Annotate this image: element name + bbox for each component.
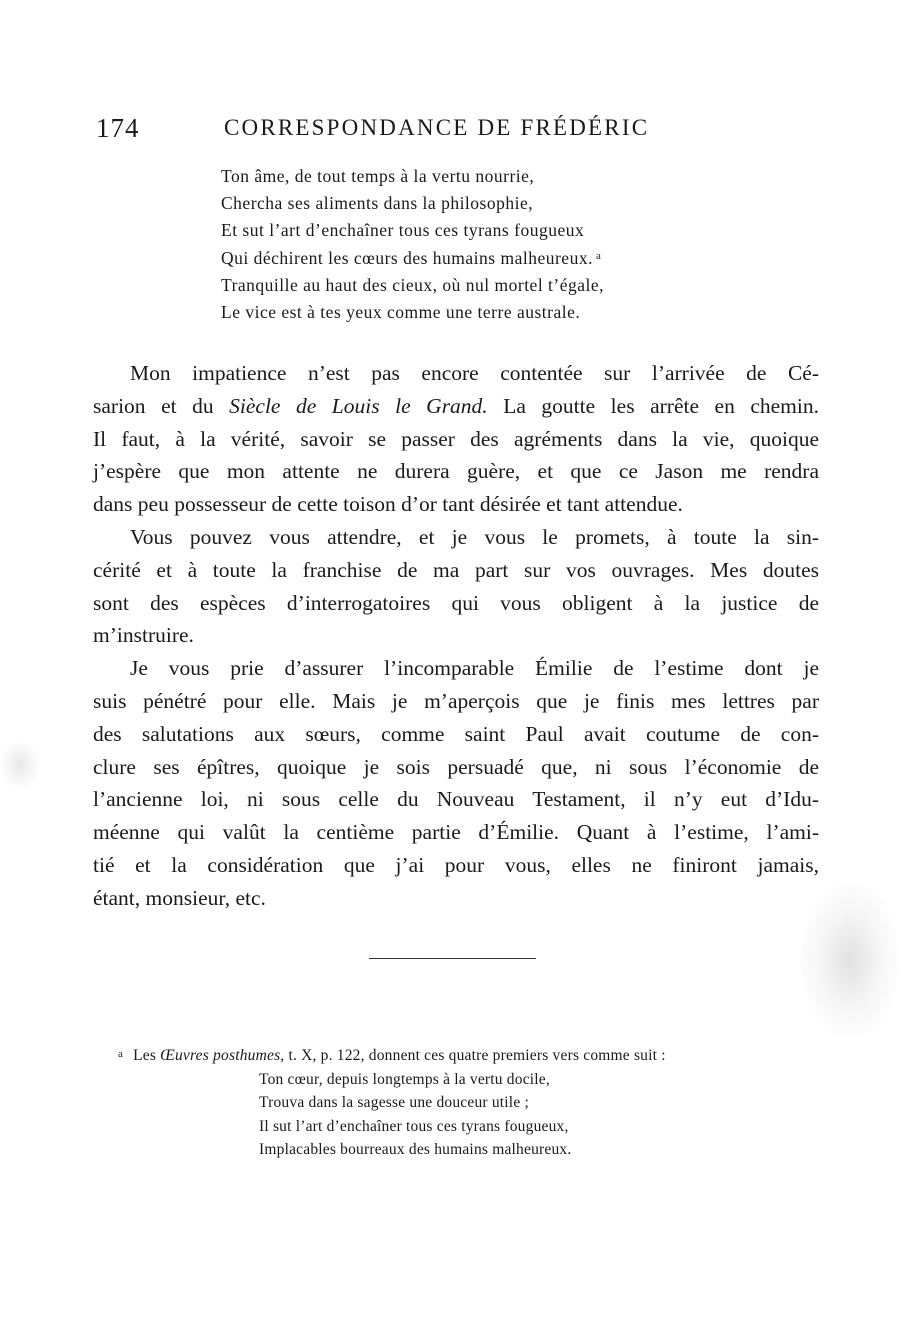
text-line: suis pénétré pour elle. Mais je m’aperçois que je finis mes lettres par bbox=[93, 688, 819, 713]
text-line: Il faut, à la vérité, savoir se passer des agréments dans la vie, quoique bbox=[93, 426, 819, 451]
footnote-book-title: Œuvres posthumes, bbox=[160, 1047, 285, 1064]
verse-line-text: Qui déchirent les cœurs des humains malheureux. bbox=[221, 248, 593, 269]
footnote-verse-line: Ton cœur, depuis longtemps à la vertu docile, bbox=[259, 1070, 550, 1088]
book-title: Siècle de Louis le Grand. bbox=[229, 393, 488, 418]
verse-line: Chercha ses aliments dans la philosophie, bbox=[221, 192, 534, 213]
text-line: sont des espèces d’interrogatoires qui vous obligent à la justice de bbox=[93, 590, 819, 615]
text-segment: sarion et du bbox=[93, 393, 230, 418]
footnote-verse-line: Trouva dans la sagesse une douceur utile ; bbox=[259, 1094, 529, 1111]
page-header bbox=[96, 113, 696, 147]
footnote-verse-line: Implacables bourreaux des humains malheureux. bbox=[259, 1141, 572, 1158]
text-line: l’ancienne loi, ni sous celle du Nouveau Testament, il n’y eut d’Idu- bbox=[93, 787, 819, 812]
text-line: méenne qui valût la centième partie d’Émilie. Quant à l’estime, l’ami- bbox=[93, 820, 819, 845]
section-divider bbox=[369, 958, 536, 959]
footnote-reference: a bbox=[595, 250, 602, 263]
verse-line: Tranquille au haut des cieux, où nul mortel t’égale, bbox=[221, 275, 605, 296]
verse-block bbox=[221, 163, 721, 326]
text-line: m’instruire. bbox=[93, 623, 194, 648]
text-line: clure ses épîtres, quoique je sois persuadé que, ni sous l’économie de bbox=[93, 754, 819, 779]
footnote-verse-line: Il sut l’art d’enchaîner tous ces tyrans fougueux, bbox=[259, 1117, 569, 1135]
text-line bbox=[93, 390, 819, 423]
text-line: cérité et à toute la franchise de ma part sur vos ouvrages. Mes doutes bbox=[93, 557, 819, 582]
paragraph-1 bbox=[93, 357, 819, 521]
footnote bbox=[118, 1043, 798, 1162]
verse-line-with-note bbox=[221, 243, 721, 272]
text-segment: La goutte les arrête en chemin. bbox=[487, 393, 820, 418]
footnote-intro bbox=[118, 1043, 798, 1068]
text-line: j’espère que mon attente ne durera guère, et que ce Jason me rendra bbox=[93, 459, 819, 484]
text-line: Vous pouvez vous attendre, et je vous le promets, à toute la sin- bbox=[130, 524, 819, 549]
paragraph-3 bbox=[93, 652, 819, 914]
paragraph-2 bbox=[93, 521, 819, 652]
text-line: dans peu possesseur de cette toison d’or tant désirée et tant attendue. bbox=[93, 492, 683, 517]
text-line: Je vous prie d’assurer l’incomparable Émilie de l’estime dont je bbox=[130, 656, 819, 681]
text-line: étant, monsieur, etc. bbox=[93, 885, 266, 910]
paper-stain bbox=[0, 740, 40, 790]
text-line: des salutations aux sœurs, comme saint Paul avait coutume de con- bbox=[93, 721, 819, 746]
verse-line: Et sut l’art d’enchaîner tous ces tyrans fougueux bbox=[221, 219, 585, 240]
letter-body bbox=[93, 357, 819, 915]
verse-line: Ton âme, de tout temps à la vertu nourrie, bbox=[221, 166, 535, 186]
footnote-text: t. X, p. 122, donnent ces quatre premiers vers comme suit : bbox=[284, 1047, 666, 1064]
page-number: 174 bbox=[96, 113, 140, 143]
text-line: Mon impatience n’est pas encore contentée sur l’arrivée de Cé- bbox=[130, 361, 819, 385]
running-title: CORRESPONDANCE DE FRÉDÉRIC bbox=[224, 115, 650, 140]
footnote-marker: a bbox=[118, 1048, 124, 1060]
footnote-text: Les bbox=[133, 1047, 161, 1064]
text-line: tié et la considération que j’ai pour vous, elles ne finiront jamais, bbox=[93, 852, 819, 877]
verse-line: Le vice est à tes yeux comme une terre australe. bbox=[221, 301, 581, 322]
